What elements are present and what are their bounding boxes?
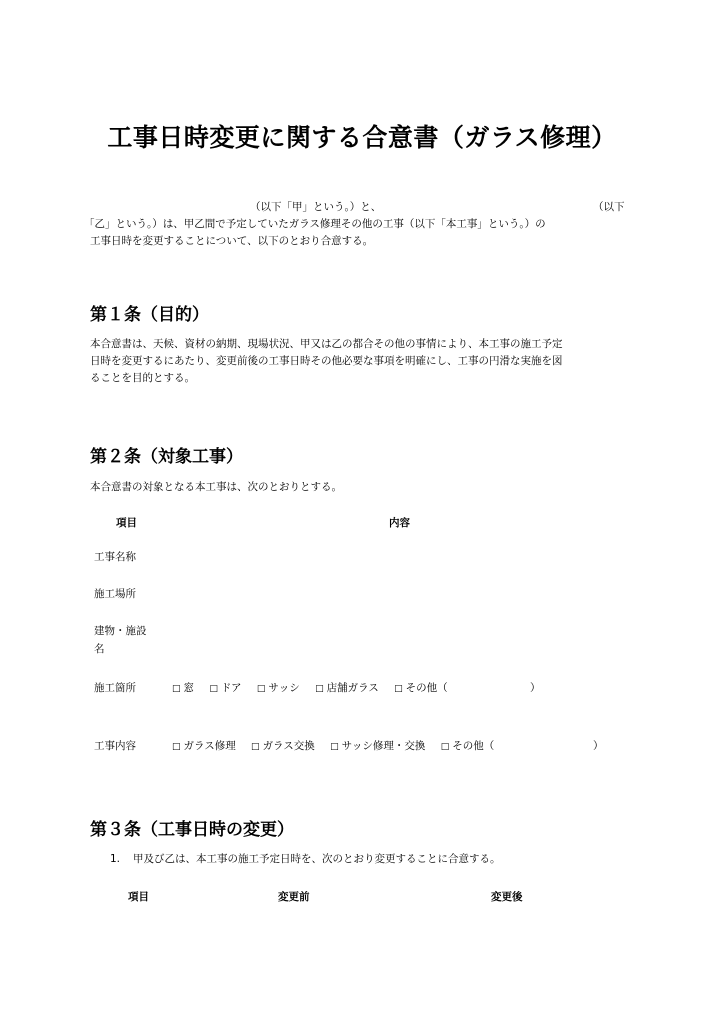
table2-row-work: 工事内容: [94, 740, 136, 752]
work-option-glass-replace[interactable]: □ ガラス交換: [251, 740, 315, 752]
table2-row-location: 施工箇所: [94, 682, 136, 694]
work-option-glass-repair[interactable]: □ ガラス修理: [172, 740, 236, 752]
table2-row-building-2: 名: [94, 643, 105, 655]
location-options: [172, 679, 460, 699]
checkbox-icon: □: [209, 684, 218, 694]
checkbox-icon: □: [172, 742, 181, 752]
table3-header-after: 変更後: [491, 891, 523, 903]
intro-line1-b: （以下: [593, 201, 625, 213]
table2-header-item: 項目: [116, 517, 137, 529]
location-option-window[interactable]: □ 窓: [172, 682, 195, 694]
article2-heading: 第２条（対象工事）: [90, 447, 243, 467]
location-option-door[interactable]: □ ドア: [209, 682, 242, 694]
table2-row-building-1: 建物・施設: [94, 625, 147, 637]
article1-line3: ることを目的とする。: [90, 372, 195, 384]
checkbox-icon: □: [440, 742, 450, 752]
table3-header-before: 変更前: [278, 891, 310, 903]
table2-header-content: 内容: [389, 517, 410, 529]
work-option-other[interactable]: □ その他（: [440, 740, 495, 752]
checkbox-icon: □: [330, 742, 339, 752]
location-other-close: ）: [530, 682, 541, 694]
work-option-sash[interactable]: □ サッシ修理・交換: [330, 740, 426, 752]
checkbox-icon: □: [172, 684, 181, 694]
table3-header-item: 項目: [128, 891, 149, 903]
article3-heading: 第３条（工事日時の変更）: [90, 820, 294, 840]
location-option-sash[interactable]: □ サッシ: [256, 682, 300, 694]
work-options: [172, 737, 506, 757]
article3-item1-text: 甲及び乙は、本工事の施工予定日時を、次のとおり変更することに合意する。: [133, 853, 501, 865]
checkbox-icon: □: [256, 684, 266, 694]
article1-line2: 日時を変更するにあたり、変更前後の工事日時その他必要な事項を明確にし、工事の円滑な実施を図: [90, 355, 563, 367]
intro-line1-a: （以下「甲」という。）と、: [250, 201, 382, 213]
article2-lead: 本合意書の対象となる本工事は、次のとおりとする。: [90, 481, 342, 493]
location-option-shop-glass[interactable]: □ 店舗ガラス: [315, 682, 379, 694]
work-other-close: ）: [593, 740, 604, 752]
intro-line3: 工事日時を変更することについて、以下のとおり合意する。: [90, 235, 374, 247]
article3-item1-number: 1.: [110, 853, 121, 865]
intro-line2: 「乙」という。）は、甲乙間で予定していたガラス修理その他の工事（以下「本工事」という。）の: [84, 218, 546, 230]
article1-line1: 本合意書は、天候、資材の納期、現場状況、甲又は乙の都合その他の事情により、本工事の施工予定: [90, 338, 563, 350]
checkbox-icon: □: [251, 742, 260, 752]
table2-row-name: 工事名称: [94, 551, 136, 563]
location-option-other[interactable]: □ その他（: [394, 682, 448, 694]
table2-row-place: 施工場所: [94, 588, 136, 600]
article1-heading: 第１条（目的）: [90, 305, 209, 325]
checkbox-icon: □: [315, 684, 324, 694]
checkbox-icon: □: [394, 684, 403, 694]
document-title: 工事日時変更に関する合意書（ガラス修理）: [107, 123, 617, 152]
